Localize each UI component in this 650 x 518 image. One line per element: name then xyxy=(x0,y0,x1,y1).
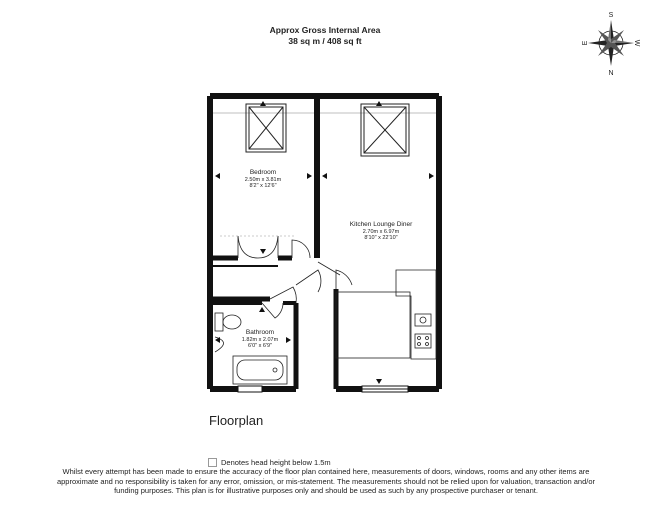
disclaimer-text: Whilst every attempt has been made to ensure the accuracy of the floor plan contained here, measurements of doors, windows, rooms and any other items are approximate and no responsibility is taken for any error, omission, or mis-statement. The measurements should not be relied upon for valuation, transaction and/or funding purposes. This plan is for illustrative purposes only and should be used as such by any prospective purchaser or tenant. xyxy=(56,467,596,496)
skylight-kitchen-icon xyxy=(361,104,409,156)
room-name-bathroom: Bathroom xyxy=(245,329,275,336)
room-label-bedroom xyxy=(245,169,282,189)
hob-icon xyxy=(415,334,431,348)
toilet-icon xyxy=(215,313,223,331)
compass-right-label: W xyxy=(633,39,640,47)
room-metric-bathroom: 1.82m x 2.07m xyxy=(241,337,279,343)
area-value: 38 sq m / 408 sq ft xyxy=(288,36,362,46)
compass-left-label: E xyxy=(582,40,589,46)
room-label-kitchen xyxy=(350,221,413,241)
compass-bottom-label: N xyxy=(608,70,614,76)
room-metric-kitchen: 2.70m x 6.97m xyxy=(362,229,400,235)
area-title: Approx Gross Internal Area xyxy=(269,25,381,35)
legend xyxy=(208,458,331,467)
room-imperial-bedroom: 8'2" x 12'6" xyxy=(249,183,277,189)
compass-top-label: S xyxy=(608,12,614,19)
room-name-kitchen: Kitchen Lounge Diner xyxy=(349,221,413,228)
skylight-bedroom-icon xyxy=(246,104,286,152)
room-label-bathroom xyxy=(242,329,279,349)
room-metric-bedroom: 2.50m x 3.81m xyxy=(244,177,282,183)
wardrobe-doors-icon xyxy=(220,236,296,258)
floor-label: Floorplan xyxy=(209,413,264,428)
room-name-bedroom: Bedroom xyxy=(249,169,277,176)
sink-icon xyxy=(415,314,431,326)
room-imperial-kitchen: 8'10" x 22'10" xyxy=(364,235,398,241)
room-imperial-bathroom: 6'0" x 6'9" xyxy=(247,343,273,349)
legend-text: Denotes head height below 1.5m xyxy=(221,458,331,467)
head-height-swatch-icon xyxy=(208,458,217,467)
kitchen-units xyxy=(336,270,436,359)
